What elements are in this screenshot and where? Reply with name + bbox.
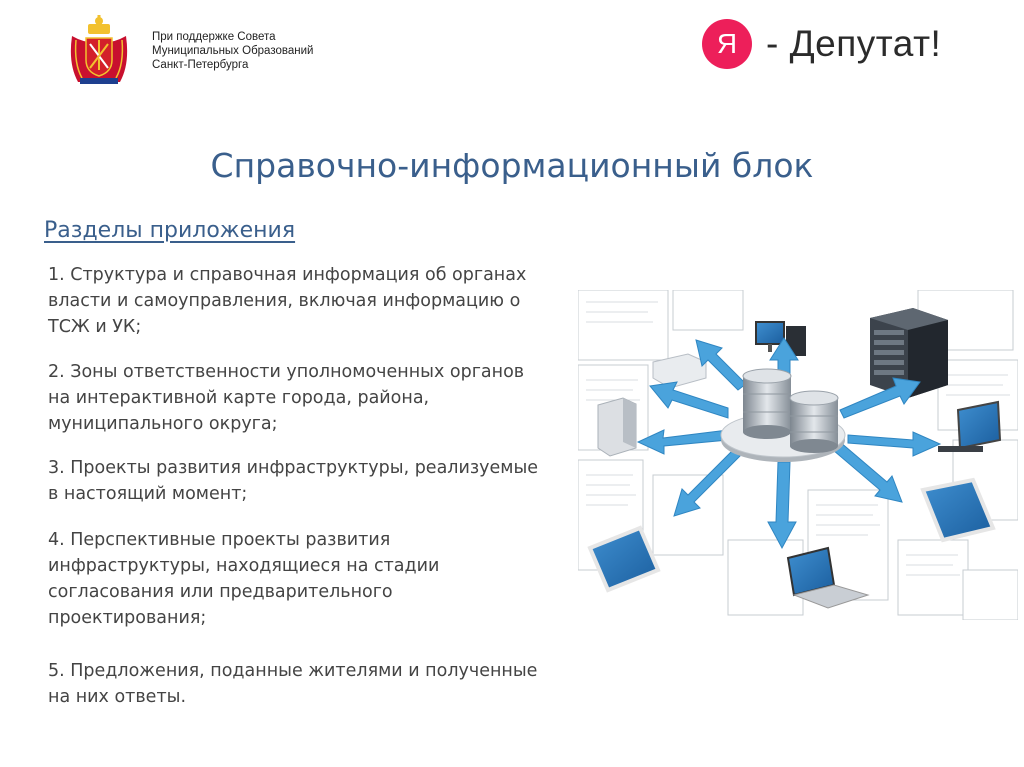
list-item-line: власти и самоуправления, включая информацию о — [48, 291, 521, 311]
page-title: Справочно-информационный блок — [210, 146, 814, 185]
sections-heading: Разделы приложения — [44, 218, 296, 243]
list-item — [48, 455, 578, 507]
list-item — [48, 527, 578, 631]
database-network-illustration — [578, 290, 1018, 620]
brand-logo — [702, 18, 941, 70]
list-item-line: согласования или предварительного — [48, 582, 393, 602]
support-line: Санкт-Петербурга — [152, 59, 249, 71]
list-item — [48, 359, 578, 437]
brand-text: - Депутат! — [766, 23, 942, 64]
list-item-line: 5. Предложения, поданные жителями и полученные — [48, 661, 538, 681]
list-item-line: ТСЖ и УК; — [48, 317, 142, 337]
list-item-line: проектирования; — [48, 608, 207, 628]
coat-of-arms-icon — [66, 14, 132, 88]
list-item-line: 1. Структура и справочная информация об органах — [48, 265, 527, 285]
brand-letter-badge: Я — [702, 19, 752, 69]
list-item-line: 3. Проекты развития инфраструктуры, реализуемые — [48, 458, 539, 478]
support-line: Муниципальных Образований — [152, 45, 314, 57]
list-item-line: в настоящий момент; — [48, 484, 248, 504]
list-item — [48, 262, 578, 340]
support-line: При поддержке Совета — [152, 31, 276, 43]
list-item — [48, 658, 578, 710]
list-item-line: 4. Перспективные проекты развития — [48, 530, 391, 550]
list-item-line: на них ответы. — [48, 687, 187, 707]
list-item-line: инфраструктуры, находящиеся на стадии — [48, 556, 440, 576]
list-item-line: муниципального округа; — [48, 414, 278, 434]
list-item-line: на интерактивной карте города, района, — [48, 388, 430, 408]
support-text — [152, 30, 313, 72]
list-item-line: 2. Зоны ответственности уполномоченных органов — [48, 362, 525, 382]
